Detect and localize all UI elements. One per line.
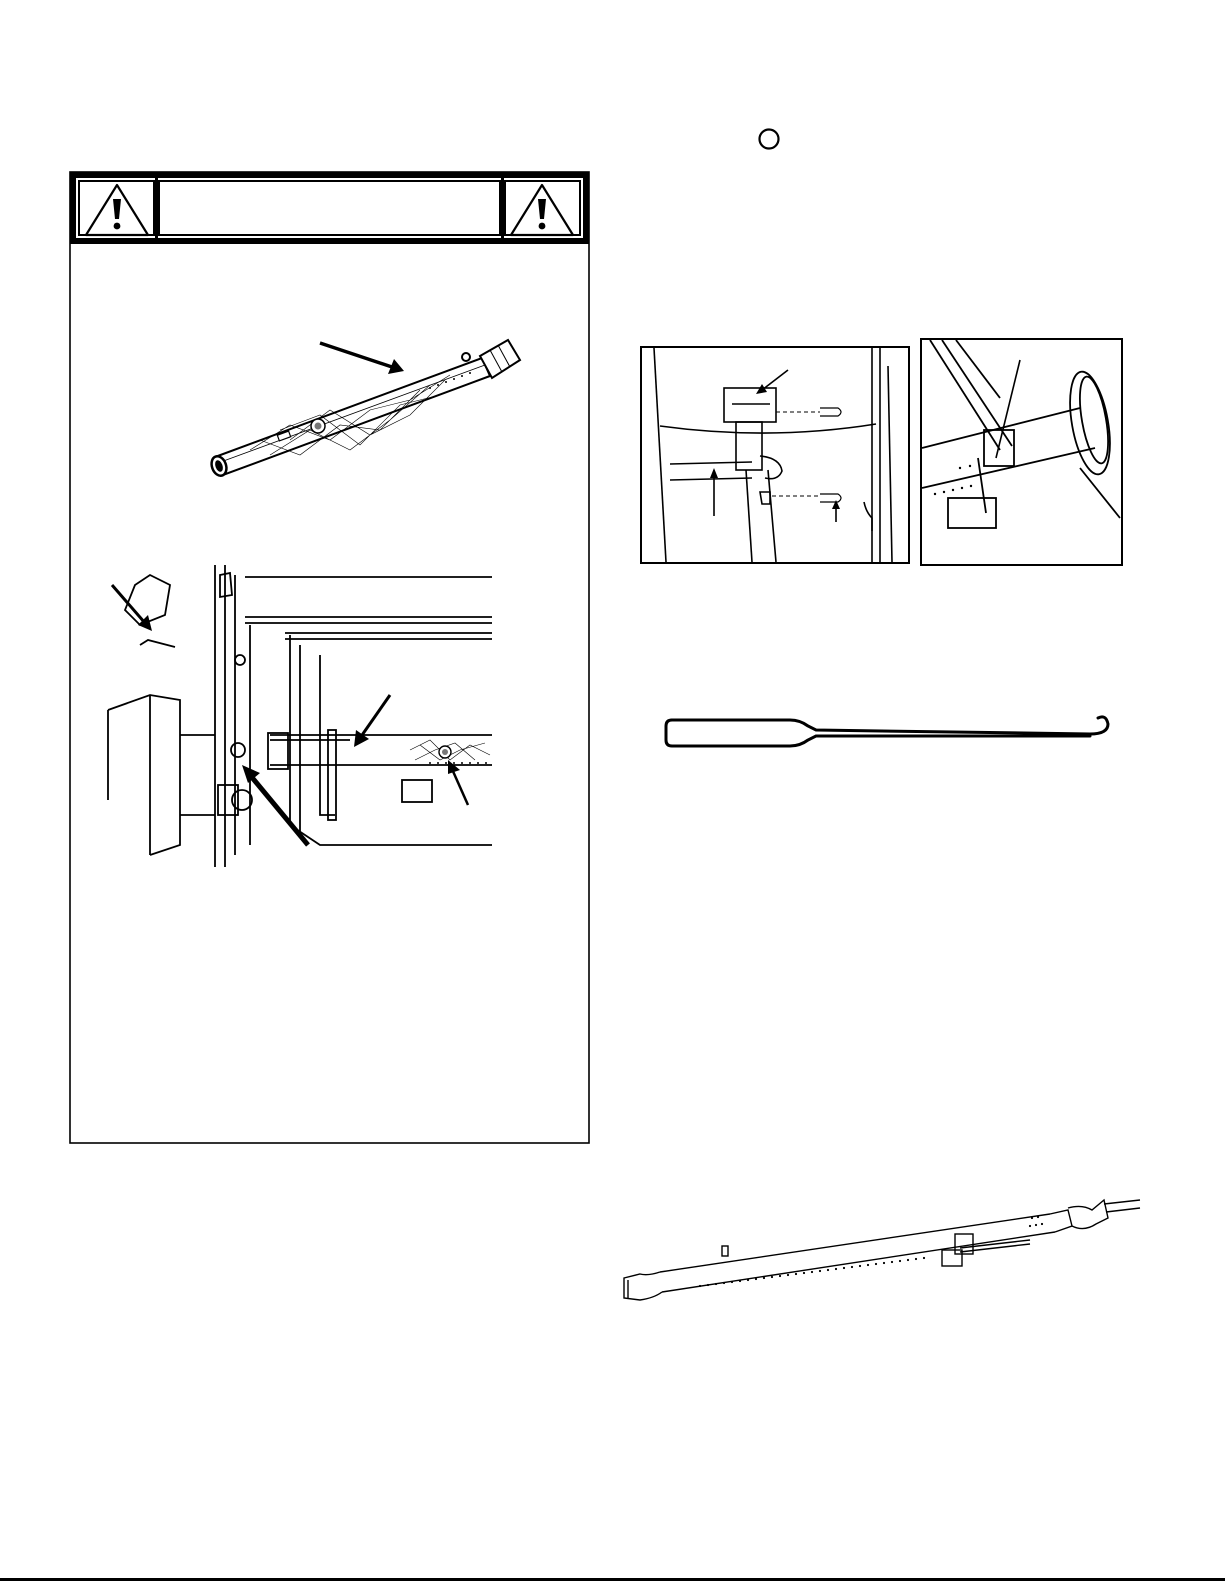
- spider-web-burner-tube-illustration: [190, 330, 535, 480]
- burner-cotter-pin-illustration: [640, 346, 910, 564]
- grill-cutaway-illustration: [90, 555, 495, 875]
- warning-triangle-icon: [83, 182, 151, 238]
- warning-triangle-icon: [508, 182, 576, 238]
- callout-circle-icon: [757, 127, 781, 151]
- page-bottom-rule: [0, 1578, 1225, 1581]
- burner-venturi-illustration: [920, 338, 1123, 566]
- hook-cleaning-tool-illustration: [660, 712, 1120, 762]
- burner-assembly-illustration: [610, 1190, 1150, 1315]
